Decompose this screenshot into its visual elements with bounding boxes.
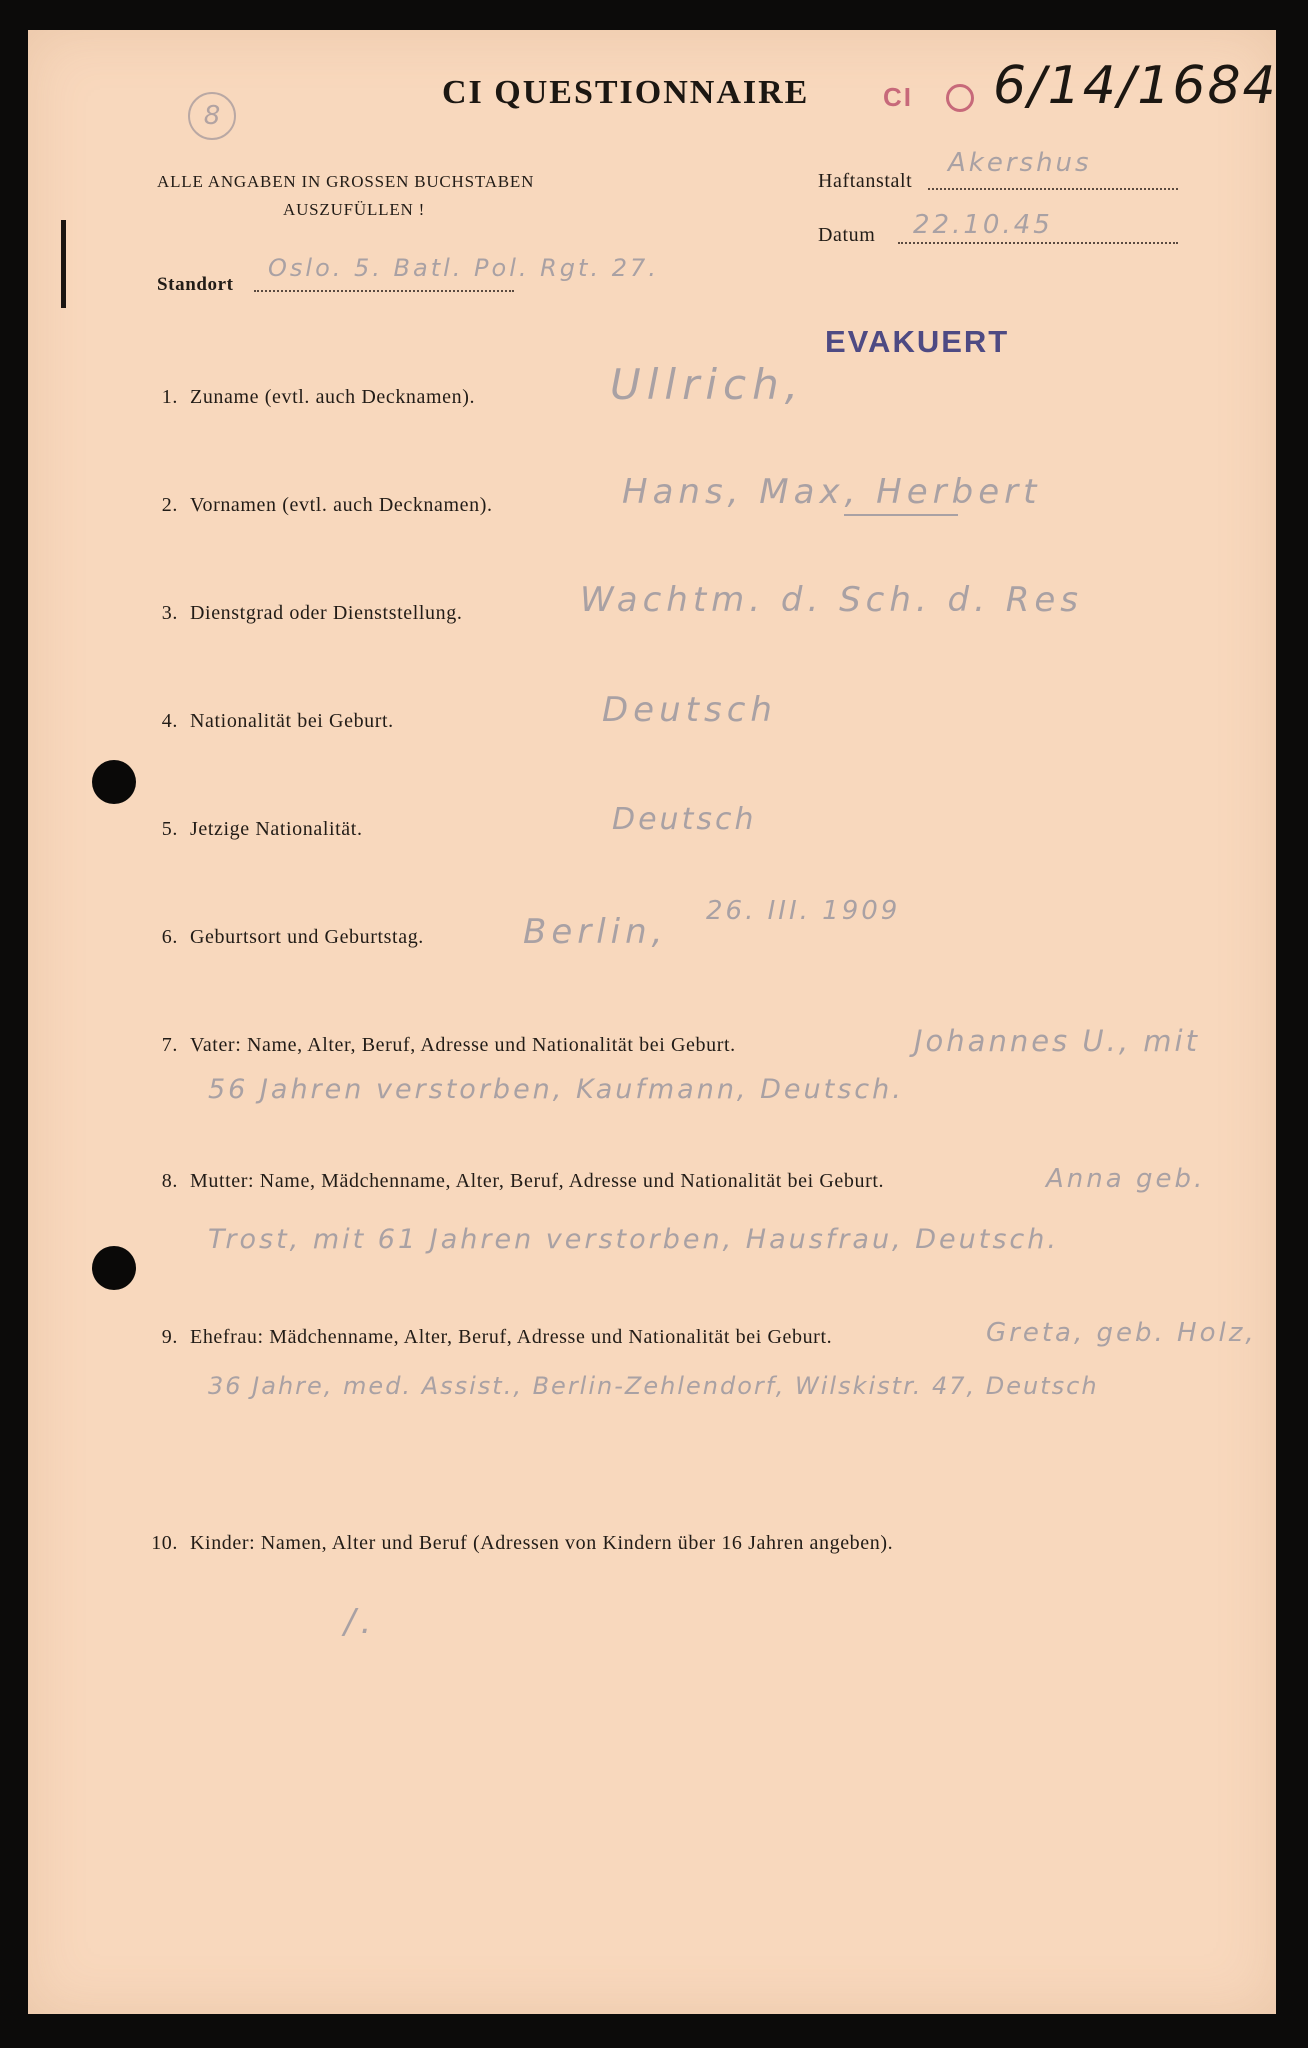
question-number: 3. (161, 602, 178, 624)
ci-stamp: CI (883, 82, 913, 112)
question-7-label (144, 1034, 736, 1057)
question-6-label (144, 926, 424, 949)
question-text: Vornamen (evtl. auch Decknamen). (190, 494, 493, 516)
stamp-circle-icon (946, 84, 974, 112)
answer-ehefrau-line-1: Greta, geb. Holz, (986, 1318, 1257, 1348)
question-number: 4. (161, 710, 178, 732)
question-number: 8. (161, 1170, 178, 1192)
question-2-label (144, 494, 493, 517)
answer-kinder: /. (344, 1602, 377, 1642)
question-10-label (144, 1532, 893, 1555)
datum-value: 22.10.45 (913, 210, 1053, 240)
standort-line (254, 290, 514, 292)
question-text: Geburtsort und Geburtstag. (190, 926, 424, 948)
margin-circle-mark (188, 92, 236, 140)
instructions-line-2: AUSZUFÜLLEN ! (283, 200, 426, 219)
punch-hole (92, 760, 136, 804)
evakuert-stamp: EVAKUERT (825, 324, 1010, 359)
standort-label: Standort (157, 274, 234, 295)
question-number: 1. (161, 386, 178, 408)
question-1-label (144, 386, 475, 409)
page-title: CI QUESTIONNAIRE (442, 74, 810, 111)
question-text: Mutter: Name, Mädchenname, Alter, Beruf, Adresse und Nationalität bei Geburt. (190, 1170, 885, 1192)
question-3-label (144, 602, 462, 625)
underline-mark (844, 514, 958, 516)
margin-bar (61, 220, 66, 308)
margin-mark-text: 8 (203, 101, 221, 131)
answer-dienstgrad: Wachtm. d. Sch. d. Res (580, 580, 1083, 620)
answer-vater-line-2: 56 Jahren verstorben, Kaufmann, Deutsch. (208, 1074, 904, 1105)
haftanstalt-value: Akershus (948, 148, 1092, 178)
question-number: 6. (161, 926, 178, 948)
answer-mutter-line-1: Anna geb. (1046, 1164, 1206, 1194)
answer-nationalitaet-geburt: Deutsch (602, 690, 777, 730)
question-4-label (144, 710, 394, 733)
question-9-label (144, 1326, 832, 1349)
answer-geburtstag: 26. III. 1909 (706, 896, 901, 926)
answer-vornamen: Hans, Max, Herbert (622, 472, 1042, 512)
question-number: 9. (161, 1326, 178, 1348)
instructions-line-1: ALLE ANGABEN IN GROSSEN BUCHSTABEN (157, 172, 535, 191)
answer-vater-line-1: Johannes U., mit (914, 1024, 1200, 1058)
question-text: Vater: Name, Alter, Beruf, Adresse und Nationalität bei Geburt. (190, 1034, 736, 1056)
answer-mutter-line-2: Trost, mit 61 Jahren verstorben, Hausfrau, Deutsch. (208, 1224, 1059, 1255)
question-text: Zuname (evtl. auch Decknamen). (190, 386, 476, 408)
answer-ehefrau-line-2: 36 Jahre, med. Assist., Berlin-Zehlendorf, Wilskistr. 47, Deutsch (208, 1372, 1099, 1400)
question-text: Jetzige Nationalität. (190, 818, 363, 840)
question-number: 7. (161, 1034, 178, 1056)
answer-jetzige-nationalitaet: Deutsch (612, 802, 757, 837)
haftanstalt-label: Haftanstalt (818, 170, 913, 192)
standort-value: Oslo. 5. Batl. Pol. Rgt. 27. (268, 254, 659, 282)
question-text: Ehefrau: Mädchenname, Alter, Beruf, Adresse und Nationalität bei Geburt. (190, 1326, 833, 1348)
question-number: 2. (161, 494, 178, 516)
question-text: Nationalität bei Geburt. (190, 710, 394, 732)
answer-zuname: Ullrich, (610, 360, 805, 409)
question-text: Kinder: Namen, Alter und Beruf (Adressen von Kindern über 16 Jahren angeben). (190, 1532, 894, 1554)
questionnaire-page (28, 30, 1276, 2014)
datum-line (898, 242, 1178, 244)
punch-hole (92, 1246, 136, 1290)
question-text: Dienstgrad oder Dienststellung. (190, 602, 463, 624)
question-5-label (144, 818, 363, 841)
datum-label: Datum (818, 224, 876, 246)
answer-geburtsort: Berlin, (523, 912, 668, 952)
question-number: 10. (151, 1532, 178, 1554)
question-8-label (144, 1170, 884, 1193)
file-number: 6/14/1684 (993, 56, 1278, 116)
question-number: 5. (161, 818, 178, 840)
haftanstalt-line (928, 188, 1178, 190)
